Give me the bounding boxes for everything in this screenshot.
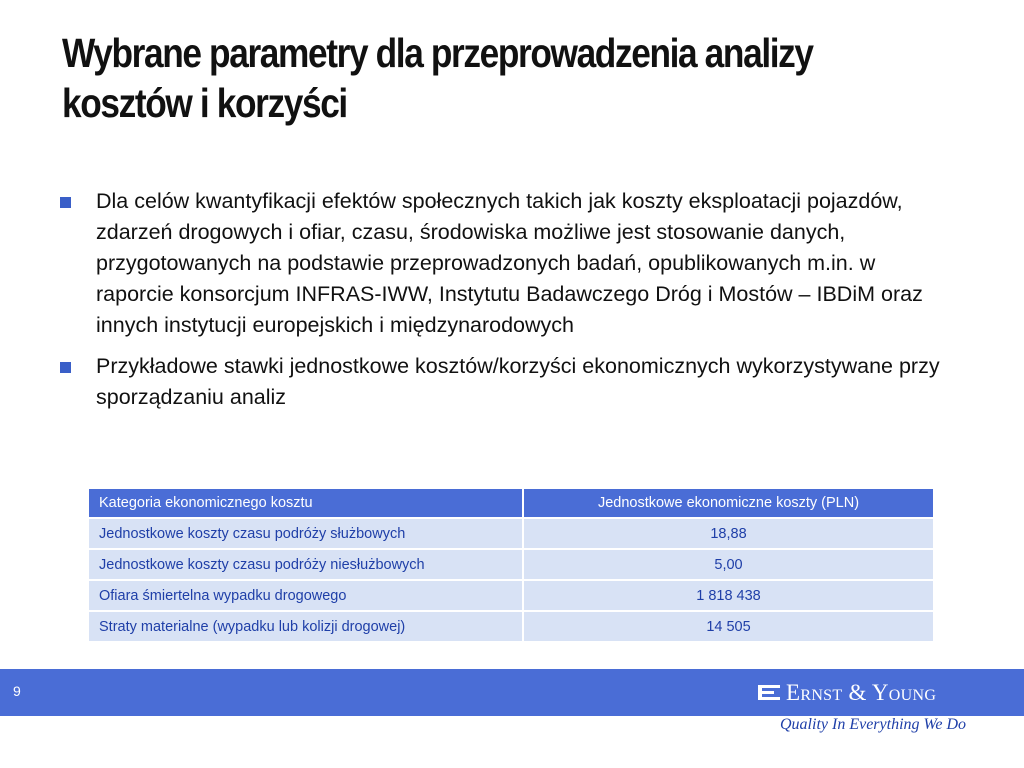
row-category: Ofiara śmiertelna wypadku drogowego bbox=[89, 580, 523, 611]
table-row bbox=[89, 549, 934, 580]
page-number: 9 bbox=[13, 683, 21, 699]
ey-logo-icon bbox=[758, 682, 780, 704]
row-value: 14 505 bbox=[523, 611, 934, 642]
tagline: Quality In Everything We Do bbox=[780, 716, 967, 733]
company-logo bbox=[758, 680, 936, 706]
table-row bbox=[89, 580, 934, 611]
slide-title: Wybrane parametry dla przeprowadzenia analizy kosztów i korzyści bbox=[62, 30, 813, 126]
bullet-item bbox=[60, 351, 940, 413]
square-bullet-icon bbox=[60, 362, 71, 373]
cost-table bbox=[89, 489, 935, 643]
header-unit-cost: Jednostkowe ekonomiczne koszty (PLN) bbox=[523, 489, 934, 518]
square-bullet-icon bbox=[60, 197, 71, 208]
table-row bbox=[89, 518, 934, 549]
bullet-text: Dla celów kwantyfikacji efektów społecznych takich jak koszty eksploatacji pojazdów, zdarzeń drogowych i ofiar, czasu, środowiska możliwe jest stosowanie danych, przygotowanych na podstawie przeprowadzonych badań, opublikowanych m.in. w raporcie konsorcjum INFRAS-IWW, Instytutu Badawczego Dróg i Mostów – IBDiM oraz innych instytucji europejskich i międzynarodowych bbox=[96, 189, 923, 337]
table-header-row bbox=[89, 489, 934, 518]
row-category: Jednostkowe koszty czasu podróży niesłużbowych bbox=[89, 549, 523, 580]
bullet-text: Przykładowe stawki jednostkowe kosztów/korzyści ekonomicznych wykorzystywane przy sporządzaniu analiz bbox=[96, 354, 940, 409]
row-value: 5,00 bbox=[523, 549, 934, 580]
cost-table-container bbox=[89, 489, 935, 643]
bullet-list bbox=[60, 186, 940, 423]
row-category: Jednostkowe koszty czasu podróży służbowych bbox=[89, 518, 523, 549]
row-value: 18,88 bbox=[523, 518, 934, 549]
row-category: Straty materialne (wypadku lub kolizji drogowej) bbox=[89, 611, 523, 642]
header-category: Kategoria ekonomicznego kosztu bbox=[89, 489, 523, 518]
logo-text: Ernst & Young bbox=[786, 680, 937, 705]
row-value: 1 818 438 bbox=[523, 580, 934, 611]
footer-bar bbox=[0, 669, 1024, 716]
table-row bbox=[89, 611, 934, 642]
bullet-item bbox=[60, 186, 940, 341]
